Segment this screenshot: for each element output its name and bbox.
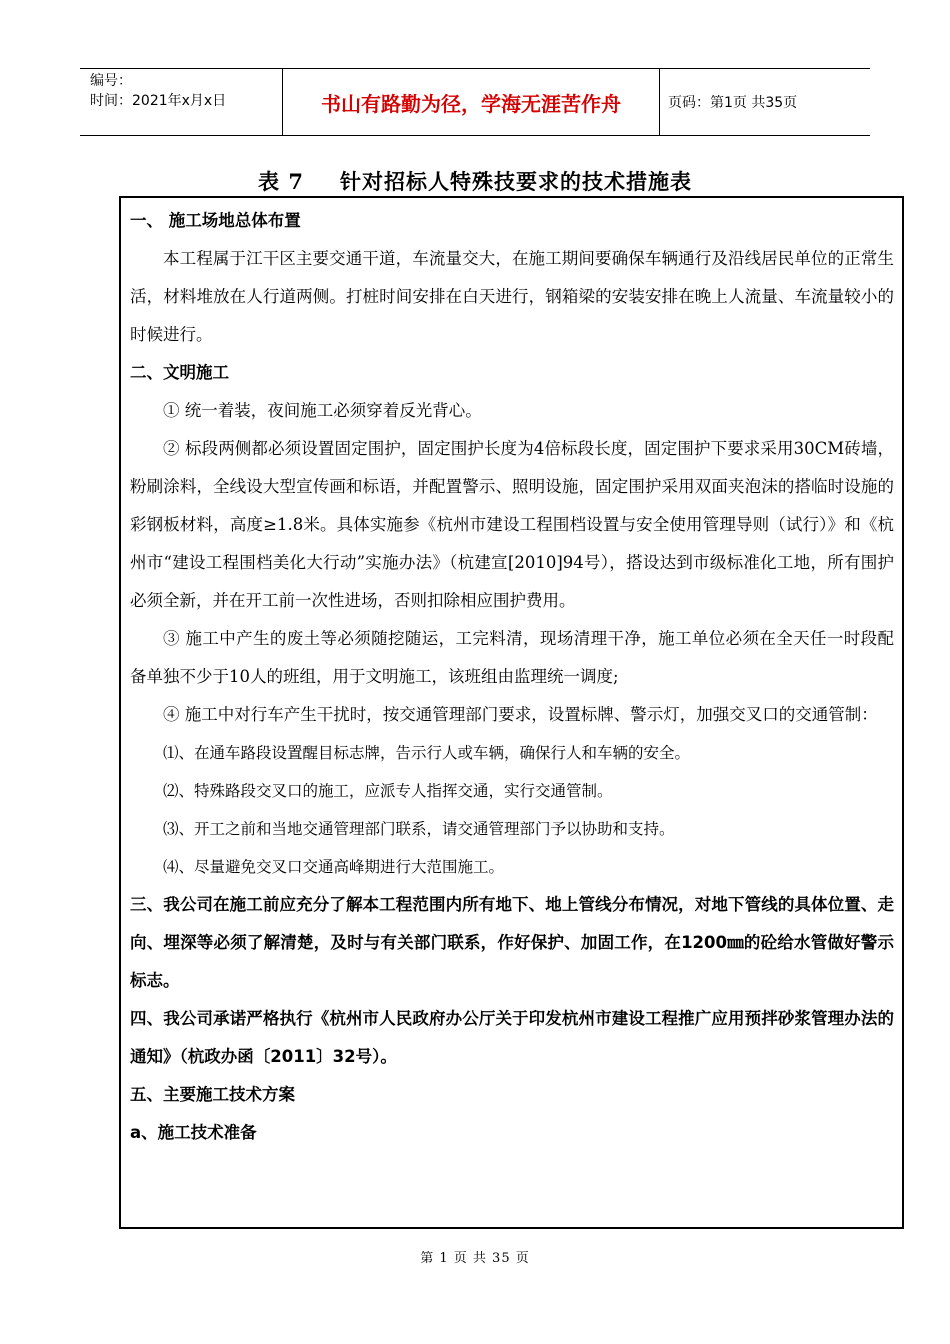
section-2-item-4: ④ 施工中对行车产生干扰时，按交通管理部门要求，设置标牌、警示灯，加强交叉口的交通管制： <box>163 705 878 724</box>
section-2-item-3: ③ 施工中产生的废土等必须随挖随运，工完料清，现场清理干净，施工单位必须在全天任一时段配备单独不少于10人的班组，用于文明施工，该班组由监理统一调度; <box>130 629 894 686</box>
content-table <box>119 196 904 1229</box>
section-1-heading: 一、 施工场地总体布置 <box>130 211 301 230</box>
time-label: 时间：2021年x月x日 <box>90 93 227 109</box>
page-footer: 第 1 页 共 35 页 <box>420 1251 530 1266</box>
section-2-heading: 二、文明施工 <box>130 363 229 382</box>
section-3-heading: 三、我公司在施工前应充分了解本工程范围内所有地下、地上管线分布情况，对地下管线的具体位置、走向、埋深等必须了解清楚，及时与有关部门联系，作好保护、加固工作，在1200㎜的砼给水管做好警示标志。 <box>130 895 894 990</box>
section-5a-heading: a、施工技术准备 <box>130 1123 257 1142</box>
title-prefix: 表 7 <box>258 169 304 194</box>
section-2-item-2: ② 标段两侧都必须设置固定围护，固定围护长度为4倍标段长度，固定围护下要求采用30CM砖墙，粉刷涂料，全线设大型宣传画和标语，并配置警示、照明设施，固定围护采用双面夹泡沫的搭临时设施的彩钢板材料，高度≥1.8米。具体实施参《杭州市建设工程围档设置与安全使用管理导则（试行）》和《杭州市“建设工程围档美化大行动”实施办法》（杭建宣[2010]94号），搭设达到市级标准化工地，所有围护必须全新，并在开工前一次性进场，否则扣除相应围护费用。 <box>130 439 894 610</box>
page-header <box>80 68 870 136</box>
section-4-heading: 四、我公司承诺严格执行《杭州市人民政府办公厅关于印发杭州市建设工程推广应用预拌砂浆管理办法的通知》（杭政办函〔2011〕32号）。 <box>130 1009 894 1066</box>
header-page-label: 页码：第1页 共35页 <box>668 95 798 111</box>
section-1-paragraph: 本工程属于江干区主要交通干道，车流量交大，在施工期间要确保车辆通行及沿线居民单位的正常生活，材料堆放在人行道两侧。打桩时间安排在白天进行，钢箱梁的安装安排在晚上人流量、车流量较小的时候进行。 <box>130 249 894 344</box>
section-2-item-1: ① 统一着装，夜间施工必须穿着反光背心。 <box>163 401 482 420</box>
section-2-sub-2: ⑵、特殊路段交叉口的施工，应派专人指挥交通，实行交通管制。 <box>163 782 613 800</box>
section-2-sub-1: ⑴、在通车路段设置醒目标志牌，告示行人或车辆，确保行人和车辆的安全。 <box>163 744 691 762</box>
header-meta <box>80 69 282 135</box>
section-2-sub-4: ⑷、尽量避免交叉口交通高峰期进行大范围施工。 <box>163 858 505 876</box>
header-motto: 书山有路勤为径，学海无涯苦作舟 <box>282 69 660 135</box>
title-text: 针对招标人特殊技要求的技术措施表 <box>339 169 692 194</box>
document-title <box>0 166 950 196</box>
section-2-sub-3: ⑶、开工之前和当地交通管理部门联系，请交通管理部门予以协助和支持。 <box>163 820 675 838</box>
section-5-heading: 五、主要施工技术方案 <box>130 1085 295 1104</box>
number-label: 编号： <box>90 73 132 89</box>
